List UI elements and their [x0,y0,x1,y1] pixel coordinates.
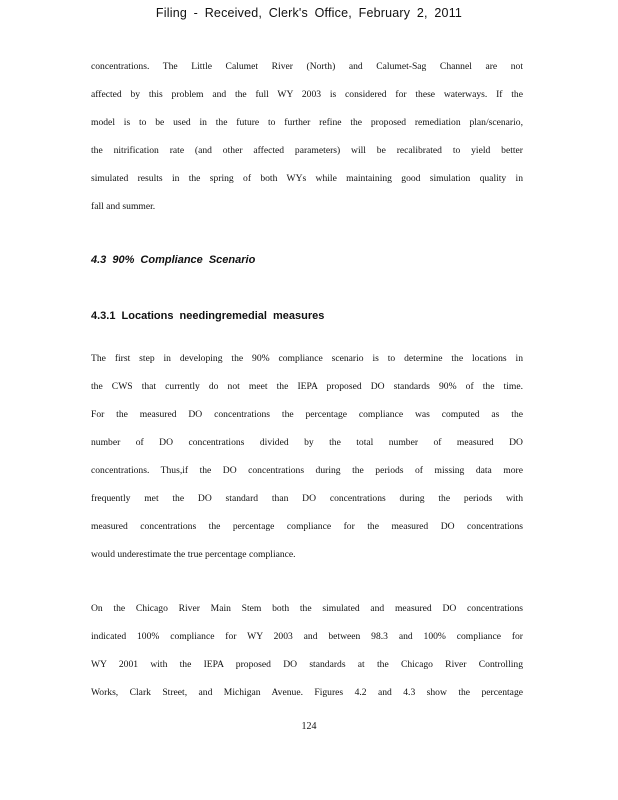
text-line: would underestimate the true percentage compliance. [91,549,296,560]
text-line: affected by this problem and the full WY 2003 is considered for these waterways. If the [91,89,523,100]
text-line: number of DO concentrations divided by the total number of measured DO [91,437,523,448]
filing-header: Filing - Received, Clerk's Office, February 2, 2011 [155,6,463,20]
text-line: frequently met the DO standard than DO concentrations during the periods with [91,493,523,504]
paragraph-1 [91,60,523,228]
text-line: model is to be used in the future to further refine the proposed remediation plan/scenario, [91,117,523,128]
text-line: Works, Clark Street, and Michigan Avenue. Figures 4.2 and 4.3 show the percentage [91,687,523,698]
page-number: 124 [301,721,317,732]
section-heading: 4.3 90% Compliance Scenario [91,254,256,266]
paragraph-2 [91,352,523,576]
text-line: the CWS that currently do not meet the IEPA proposed DO standards 90% of the time. [91,381,523,392]
subsection-heading: 4.3.1 Locations needingremedial measures [91,310,325,322]
text-line: On the Chicago River Main Stem both the simulated and measured DO concentrations [91,603,523,614]
text-line: the nitrification rate (and other affected parameters) will be recalibrated to yield better [91,145,523,156]
text-line: The first step in developing the 90% compliance scenario is to determine the locations in [91,353,523,364]
text-line: concentrations. Thus,if the DO concentrations during the periods of missing data more [91,465,523,476]
text-line: For the measured DO concentrations the percentage compliance was computed as the [91,409,523,420]
paragraph-3 [91,602,523,714]
text-line: indicated 100% compliance for WY 2003 and between 98.3 and 100% compliance for [91,631,523,642]
text-line: fall and summer. [91,201,156,212]
text-line: WY 2001 with the IEPA proposed DO standards at the Chicago River Controlling [91,659,523,670]
text-line: simulated results in the spring of both WYs while maintaining good simulation quality in [91,173,523,184]
text-line: measured concentrations the percentage compliance for the measured DO concentrations [91,521,523,532]
text-line: concentrations. The Little Calumet River (North) and Calumet-Sag Channel are not [91,61,523,72]
